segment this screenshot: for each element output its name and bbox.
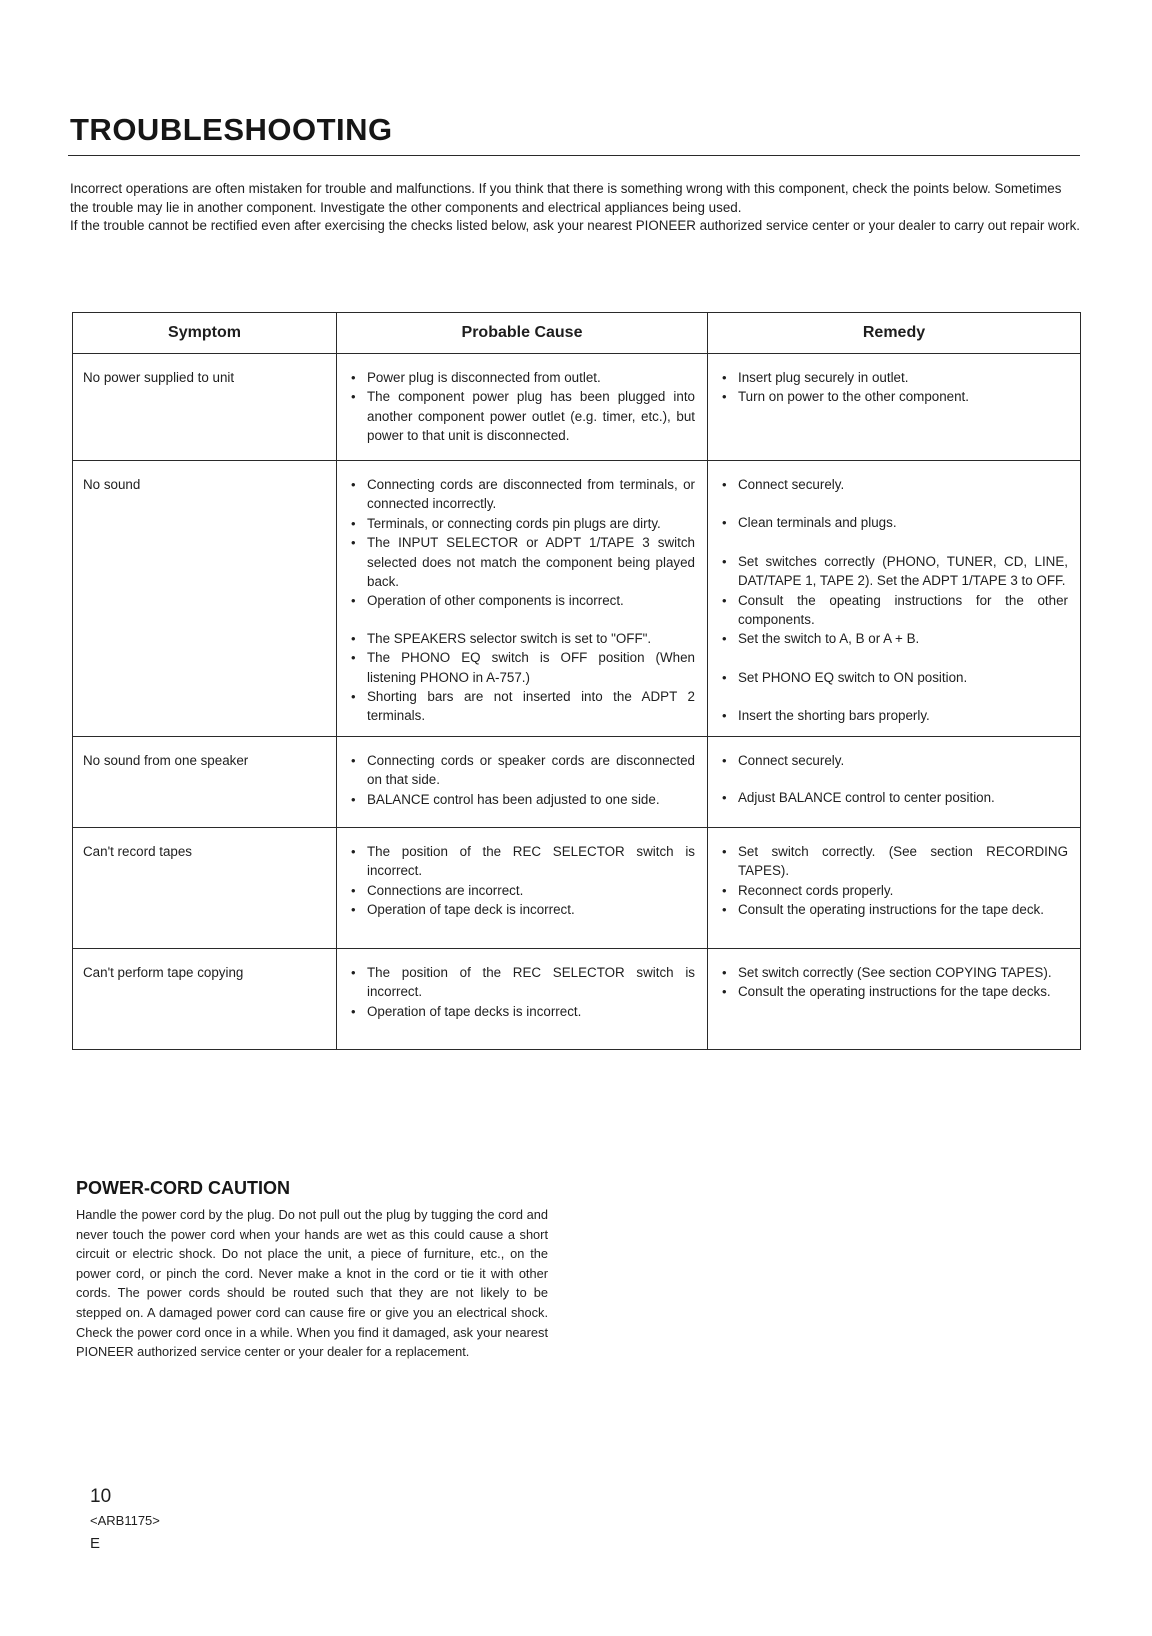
intro-text [70,180,1080,236]
cause-item: • BALANCE control has been adjusted to one side. [349,790,695,809]
power-cord-caution-heading: POWER-CORD CAUTION [76,1178,290,1198]
table-row [73,827,1081,948]
cause-item: • The position of the REC SELECTOR switch is incorrect. [349,963,695,1002]
remedy-item: • Set the switch to A, B or A + B. [720,629,1068,648]
remedy-cell [708,736,1081,827]
cause-list [349,475,695,726]
cause-cell [337,948,708,1049]
cause-item: • The SPEAKERS selector switch is set to "OFF". [349,629,695,648]
cause-item: • Operation of other components is incorrect. [349,591,695,610]
cause-item: • Connecting cords or speaker cords are disconnected on that side. [349,751,695,790]
remedy-cell [708,948,1081,1049]
remedy-item: • Turn on power to the other component. [720,387,1068,406]
page-title: TROUBLESHOOTING [70,112,393,147]
cause-cell [337,354,708,461]
remedy-item: • Connect securely. [720,751,1068,770]
remedy-item: • Set switch correctly. (See section RECORDING TAPES). [720,842,1068,881]
cause-list [349,963,695,1021]
remedy-item: • Reconnect cords properly. [720,881,1068,900]
intro-paragraph: Incorrect operations are often mistaken for trouble and malfunctions. If you think that there is something wrong with this component, check the points below. Sometimes the trouble may lie in another component. Investigate the other components and electrical appliances being used. [70,181,1062,215]
cause-item: • Shorting bars are not inserted into the ADPT 2 terminals. [349,687,695,726]
remedy-cell [708,354,1081,461]
cause-list [349,368,695,446]
remedy-cell [708,461,1081,737]
cause-item: • Operation of tape deck is incorrect. [349,900,695,919]
table-row [73,736,1081,827]
table-row [73,948,1081,1049]
remedy-item: • Set PHONO EQ switch to ON position. [720,668,1068,687]
document-code: <ARB1175> [90,1513,160,1528]
remedy-list [720,751,1068,808]
remedy-list [720,842,1068,920]
header-remedy: Remedy [708,313,1081,354]
cause-item: • Connections are incorrect. [349,881,695,900]
header-probable-cause: Probable Cause [337,313,708,354]
remedy-cell [708,827,1081,948]
remedy-item: • Consult the operating instructions for the tape deck. [720,900,1068,919]
remedy-item: • Insert plug securely in outlet. [720,368,1068,387]
remedy-item: • Set switches correctly (PHONO, TUNER, CD, LINE, DAT/TAPE 1, TAPE 2). Set the ADPT 1/TAPE 3 to OFF. [720,552,1068,591]
table-header-row [73,313,1081,354]
troubleshooting-table [72,312,1081,1050]
cause-list [349,751,695,809]
cause-item: • Connecting cords are disconnected from terminals, or connected incorrectly. [349,475,695,514]
remedy-item: • Consult the operating instructions for the tape decks. [720,982,1068,1001]
cause-item: • The component power plug has been plugged into another component power outlet (e.g. timer, etc.), but power to that unit is disconnected. [349,387,695,445]
remedy-list [720,963,1068,1002]
cause-item: • The INPUT SELECTOR or ADPT 1/TAPE 3 switch selected does not match the component being played back. [349,533,695,591]
symptom-cell: Can't record tapes [73,827,337,948]
symptom-cell: No sound from one speaker [73,736,337,827]
symptom-cell: Can't perform tape copying [73,948,337,1049]
table-row [73,461,1081,737]
symptom-cell: No sound [73,461,337,737]
cause-cell [337,461,708,737]
remedy-item: • Set switch correctly (See section COPYING TAPES). [720,963,1068,982]
remedy-item: • Connect securely. [720,475,1068,494]
cause-cell [337,736,708,827]
power-cord-caution-text: Handle the power cord by the plug. Do not pull out the plug by tugging the cord and never touch the power cord when your hands are wet as this could cause a short circuit or electric shock. Do not place the unit, a piece of furniture, etc., on the power cord, or pinch the cord. Never make a knot in the cord or tie it with other cords. The power cords should be routed such that they are not likely to be stepped on. A damaged power cord can cause fire or give you an electrical shock. Check the power cord once in a while. When you find it damaged, ask your nearest PIONEER authorized service center or your dealer for a replacement. [76,1207,548,1360]
remedy-item: • Clean terminals and plugs. [720,513,1068,532]
language-code: E [90,1535,101,1552]
symptom-cell: No power supplied to unit [73,354,337,461]
remedy-list [720,368,1068,407]
remedy-item: • Insert the shorting bars properly. [720,706,1068,725]
intro-paragraph: If the trouble cannot be rectified even after exercising the checks listed below, ask your nearest PIONEER authorized service center or your dealer to carry out repair work. [70,218,1080,233]
cause-item: • Operation of tape decks is incorrect. [349,1002,695,1021]
header-symptom: Symptom [73,313,337,354]
page-number: 10 [90,1486,112,1507]
cause-item: • Terminals, or connecting cords pin plugs are dirty. [349,514,695,533]
cause-item: • The position of the REC SELECTOR switch is incorrect. [349,842,695,881]
cause-item: • Power plug is disconnected from outlet. [349,368,695,387]
cause-list [349,842,695,920]
cause-item: • The PHONO EQ switch is OFF position (When listening PHONO in A-757.) [349,648,695,687]
remedy-list [720,475,1068,726]
table-row [73,354,1081,461]
remedy-item: • Adjust BALANCE control to center position. [720,788,1068,807]
cause-cell [337,827,708,948]
title-divider [68,155,1080,156]
remedy-item: • Consult the opeating instructions for the other components. [720,591,1068,630]
